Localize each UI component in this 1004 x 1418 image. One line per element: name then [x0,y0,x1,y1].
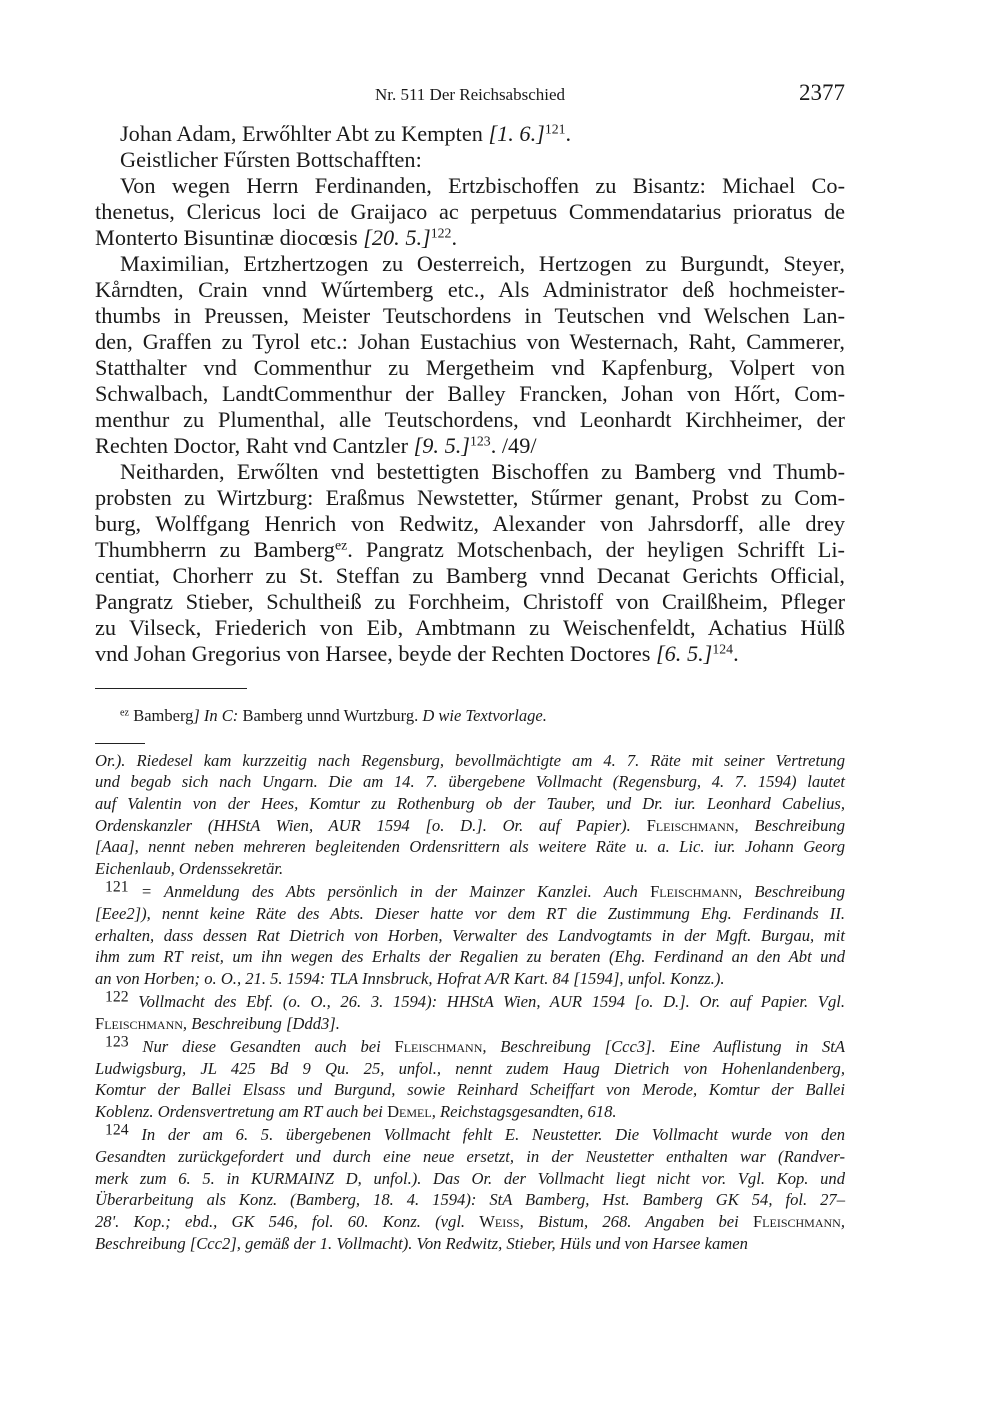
text-run: Koblenz. Ordensvertretung am RT auch bei [95,1102,388,1121]
text-run: Überarbeitung als Konz. (Bamberg, 18. 4. 1594): StA Bamberg, Hst. Bamberg GK 54, fol. 27– [95,1190,845,1210]
text-line [95,485,845,511]
text-run: , Bistum, 268. Angaben bei [519,1211,753,1231]
text-line [95,173,845,199]
footnote-rule [95,743,145,744]
text-line [95,381,845,407]
text-run: ] In C: [193,706,243,725]
text-line [95,925,845,947]
text-run: Fleischmann [394,1036,483,1056]
text-run: Geistlicher Fűrsten Bottschafften: [120,147,422,172]
text-run: In der am 6. 5. übergebenen Vollmacht fehlt E. Neustetter. Die Vollmacht wurde von den [128,1125,845,1145]
text-line [95,836,845,858]
text-line [95,511,845,537]
note-reference: 122 [430,225,452,241]
apparatus-rule [95,688,247,689]
text-line [95,750,845,772]
note-reference: 123 [105,1033,129,1051]
text-line [95,537,845,563]
text-run: . Pangratz Motschenbach, der heyligen Schrifft Li- [347,537,845,562]
footnote [95,750,845,880]
text-line [95,329,845,355]
text-run: Monterto Bisuntinæ diocœsis [95,225,364,250]
running-header [95,80,845,108]
text-run: Ordenskanzler (HHStA Wien, AUR 1594 [o. D.]. Or. auf Papier). [95,815,647,835]
note-reference: 121 [105,878,129,896]
note-reference: 121 [544,121,566,137]
note-reference: ez [334,537,348,553]
text-line [95,988,845,1013]
text-run: vnd Johan Gregorius von Harsee, beyde der Rechten Doctores [95,641,656,666]
text-run: [Eee2]), nennt keine Räte des Abts. Dieser hatte vor dem RT die Zustimmung Ehg. Ferdinands II. [95,903,845,923]
text-line [95,589,845,615]
text-run: den, Graffen zu Tyrol etc.: Johan Eustachius von Westernach, Raht, Cammerer, [95,329,845,354]
text-run: thumbs in Preussen, Meister Teutschordens in Teutschen vnd Welschen Lan- [95,303,845,328]
text-line [95,858,845,880]
text-run: Fleischmann [650,882,738,902]
text-run: und begab sich nach Ungarn. Die am 14. 7. übergebene Vollmacht (Regensburg, 4. 7. 1594) lautet [95,772,845,792]
text-run: [Aaa], nennt neben mehreren begleitenden Ordensrittern als weitere Räte u. a. Lic. iur. Johann Georg [95,837,845,857]
text-line [95,407,845,433]
paragraph [95,459,845,667]
text-run: Gesandten zurückgefordert und durch eine neue ersetzt, in der Neustetter enthalten war (Randver- [95,1146,845,1166]
text-line [95,1233,845,1255]
text-line [95,1168,845,1190]
text-run: centiat, Chorherr zu St. Steffan zu Bamberg vnnd Decanat Gerichts Official, [95,563,845,588]
paragraph [95,251,845,459]
text-line [95,903,845,925]
footnote [95,878,845,989]
text-run: . [451,225,458,250]
text-line [95,771,845,793]
text-run: erhalten, dass dessen Rat Dietrich von Horben, Verwalter des Landvogtamts in der Mgft. Burgau, mit [95,925,845,945]
text-run: Or.). Riedesel kam kurzzeitig nach Regensburg, bevollmächtigte am 4. 7. Räte mit seiner Vertretung [95,750,845,770]
text-run: . [565,121,572,146]
text-run: Fleischmann [646,815,735,835]
note-reference: ez [120,707,130,719]
text-run: Vollmacht des Ebf. (o. O., 26. 3. 1594): HHStA Wien, AUR 1594 [o. D.]. Or. auf Papier. Vgl. [128,992,845,1012]
text-run: [20. 5.] [363,225,431,250]
text-run: Eichenlaub, Ordenssekretär. [95,858,284,878]
text-line [95,1146,845,1168]
text-run: [9. 5.] [413,433,470,458]
text-line [95,641,845,667]
note-reference: 124 [105,1121,129,1139]
text-line [95,303,845,329]
text-line [95,277,845,303]
text-line [95,946,845,968]
text-run: Pangratz Stieber, Schultheiß zu Forchheim, Christoff von Crailßheim, Pfleger [95,589,845,614]
text-run: , Beschreibung [734,815,845,835]
text-run: Bamberg [129,706,194,725]
text-run: Maximilian, Ertzhertzogen zu Oesterreich, Hertzogen zu Burgundt, Steyer, [120,251,845,276]
text-line [95,878,845,903]
text-line [95,355,845,381]
text-run: Ludwigsburg, JL 425 Bd 9 Qu. 25, unfol., nennt zudem Haug Dietrich von Hohenlandenberg, [95,1058,845,1078]
text-run: Kårndten, Crain vnnd Wűrtemberg etc., Als Administrator deß hochmeister- [95,277,845,302]
text-run: [1. 6.] [488,121,545,146]
text-run: merk zum 6. 5. in KURMAINZ D, unfol.). Das Or. der Vollmacht liegt nicht vor. Vgl. Kop. und [95,1168,845,1188]
apparatus-note [95,705,845,727]
text-line [95,615,845,641]
text-run: . /49/ [490,433,537,458]
text-run: , Reichstagsgesandten, 618. [431,1102,617,1121]
text-run: Nur diese Gesandten auch bei [128,1036,395,1056]
text-line [95,1033,846,1058]
text-line [95,1079,845,1101]
text-run: Beschreibung [Ccc2], gemäß der 1. Vollmacht). Von Redwitz, Stieber, Hüls und von Harsee kamen [95,1233,748,1253]
text-line [95,1189,845,1211]
text-run: Fleischmann [752,1211,841,1231]
text-run: Schwalbach, LandtCommenthur der Balley Francken, Johan von Hőrt, Com- [95,381,845,406]
text-run: . [733,641,739,666]
paragraph [95,121,845,147]
text-line [95,1211,845,1233]
paragraph [95,147,845,173]
footnote [95,988,845,1034]
text-line [95,199,845,225]
paragraph [95,173,845,251]
text-run: , Beschreibung [Ddd3]. [182,1013,340,1033]
main-text [95,121,845,667]
text-run: Weiss [479,1211,520,1231]
text-run: an von Horben; o. O., 21. 5. 1594: TLA Innsbruck, Hofrat A/R Kart. 84 [1594], unfol. Konzz.). [95,968,725,988]
text-line [95,1058,845,1080]
note-reference: 122 [105,988,129,1006]
text-line [95,1121,845,1146]
text-line [95,251,845,277]
running-title: Nr. 511 Der Reichsabschied [374,85,566,104]
page-number: 2377 [799,80,845,105]
footnote [95,1121,845,1254]
text-line [95,1013,845,1035]
text-run: Neitharden, Erwőlten vnd bestettigten Bischoffen zu Bamberg vnd Thumb- [120,459,845,484]
footnotes [95,748,845,1254]
footnote [95,1033,846,1123]
text-run: menthur zu Plumenthal, alle Teutschordens, vnd Leonhardt Kirchheimer, der [95,407,845,432]
text-run: D wie Textvorlage. [422,706,547,725]
text-line [95,793,845,815]
text-run: auf Valentin von der Hees, Komtur zu Rothenburg ob der Tauber, und Dr. iur. Leonhard Cabelius, [95,793,845,813]
text-run: burg, Wolffgang Henrich von Redwitz, Alexander von Jahrsdorff, alle drey [95,511,845,536]
text-run: , [840,1211,845,1231]
text-run: 28'. Kop.; ebd., GK 546, fol. 60. Konz. (vgl. [95,1211,480,1231]
text-run: zu Vilseck, Friederich von Eib, Ambtmann zu Weischenfeldt, Achatius Hülß [95,615,845,640]
text-run: Thumbherrn zu Bamberg [95,537,335,562]
text-run: Rechten Doctor, Raht vnd Cantzler [95,433,414,458]
text-line [95,459,845,485]
text-run: Komtur der Ballei Elsass und Burgund, sowie Reinhard Scheiffart von Merode, Komtur der Ballei [95,1080,845,1100]
text-line [95,815,845,837]
text-run: Fleischmann [95,1013,183,1033]
text-run: Von wegen Herrn Ferdinanden, Ertzbischoffen zu Bisantz: Michael Co- [120,173,845,198]
text-run: probsten zu Wirtzburg: Eraßmus Newstetter, Stűrmer genant, Probst zu Com- [95,485,845,510]
text-run: ihm zum RT reist, um ihn wegen des Erhalts der Regalien zu beraten (Ehg. Ferdinand an den Abt und [95,947,845,967]
note-reference: 123 [469,433,491,449]
text-run: Bamberg unnd Wurtzburg. [242,706,423,725]
text-line [95,121,845,147]
text-run: Johan Adam, Erwőhlter Abt zu Kempten [120,121,489,146]
text-line [95,147,845,173]
text-line [95,433,845,459]
text-line [95,968,845,990]
text-line [95,563,845,589]
text-run: [6. 5.] [655,641,713,666]
text-run: , Beschreibung [Ccc3]. Eine Auflistung in StA [482,1036,846,1056]
text-run: thenetus, Clericus loci de Graijaco ac perpetuus Commendatarius prioratus de [95,199,845,224]
text-run: = Anmeldung des Abts persönlich in der Mainzer Kanzlei. Auch [128,882,651,902]
text-line [95,225,845,251]
text-run: Demel [387,1102,432,1121]
text-run: , Beschreibung [737,882,845,902]
note-reference: 124 [712,641,734,657]
text-run: Statthalter vnd Commenthur zu Mergetheim vnd Kapfenburg, Volpert von [95,355,845,380]
text-line [95,1101,845,1123]
